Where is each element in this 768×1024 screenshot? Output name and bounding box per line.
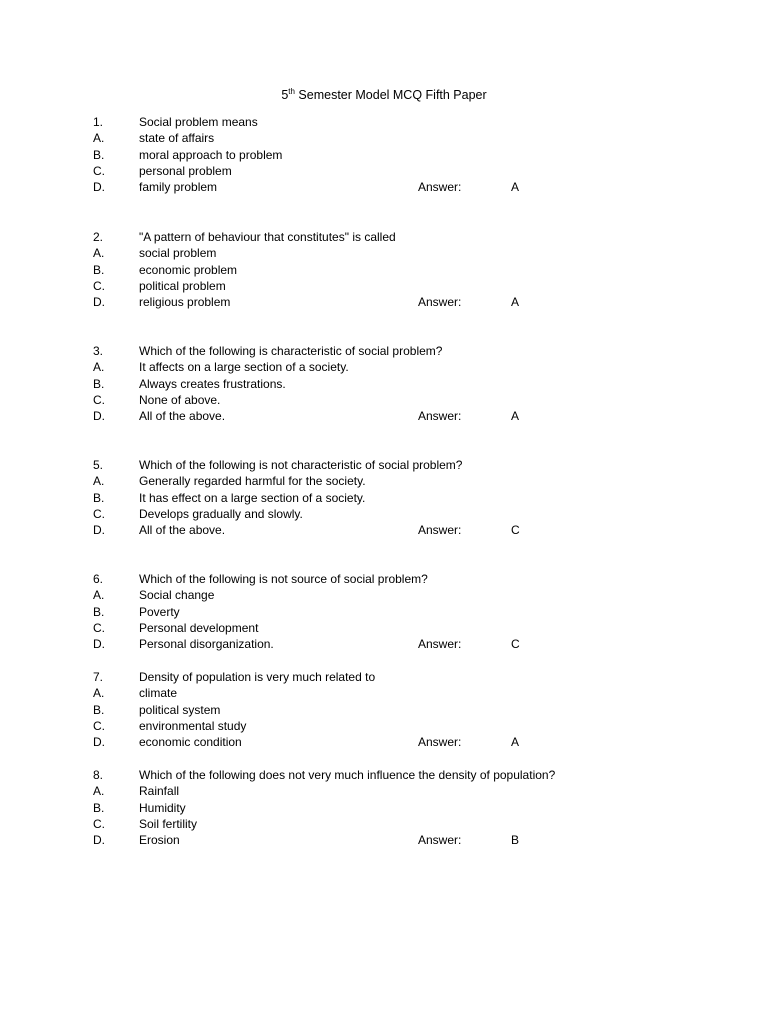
option-line [0, 262, 768, 278]
option-text: All of the above. [139, 409, 226, 424]
option-text: state of affairs [139, 131, 215, 146]
option-text: Develops gradually and slowly. [139, 506, 303, 521]
option-letter: D. [93, 637, 105, 652]
question-number: 3. [93, 344, 104, 358]
question-number: 2. [93, 230, 104, 244]
answer-value: C [511, 637, 520, 652]
option-text: Personal development [139, 620, 259, 635]
option-line [0, 490, 768, 506]
option-letter: B. [93, 490, 105, 505]
option-line [0, 130, 768, 146]
option-text: climate [139, 686, 178, 701]
answer-value: C [511, 523, 520, 538]
question-number: 6. [93, 572, 104, 586]
option-text: economic condition [139, 735, 242, 750]
option-letter: D. [93, 735, 105, 750]
question-block [0, 669, 768, 750]
option-text: Social change [139, 588, 215, 603]
option-letter: A. [93, 686, 105, 701]
option-line [0, 734, 768, 750]
question-block [0, 767, 768, 848]
title-rest: Semester Model MCQ Fifth Paper [294, 88, 487, 102]
option-letter: B. [93, 147, 105, 162]
question-block [0, 571, 768, 652]
option-text: family problem [139, 180, 218, 195]
option-letter: A. [93, 131, 105, 146]
option-text: Soil fertility [139, 816, 198, 831]
option-text: political problem [139, 278, 226, 293]
option-line [0, 620, 768, 636]
option-letter: B. [93, 702, 105, 717]
option-letter: C. [93, 278, 105, 293]
answer-value: B [511, 833, 520, 848]
option-letter: B. [93, 376, 105, 391]
option-letter: A. [93, 246, 105, 261]
option-line [0, 473, 768, 489]
option-letter: D. [93, 295, 105, 310]
question-line [0, 114, 768, 130]
question-line [0, 571, 768, 587]
option-letter: B. [93, 800, 105, 815]
option-line [0, 800, 768, 816]
option-letter: D. [93, 523, 105, 538]
option-line [0, 163, 768, 179]
option-line [0, 685, 768, 701]
answer-label: Answer: [418, 523, 462, 538]
option-text: personal problem [139, 163, 232, 178]
question-number: 7. [93, 670, 104, 684]
answer-value: A [511, 735, 520, 750]
title-superscript: th [288, 86, 295, 96]
question-text: Which of the following is not characteristic of social problem? [139, 458, 463, 472]
answer-label: Answer: [418, 409, 462, 424]
option-text: Always creates frustrations. [139, 376, 286, 391]
option-line [0, 179, 768, 195]
option-line [0, 718, 768, 734]
option-letter: A. [93, 588, 105, 603]
option-text: It has effect on a large section of a society. [139, 490, 366, 505]
option-text: Poverty [139, 604, 180, 619]
option-letter: C. [93, 718, 105, 733]
question-text: Density of population is very much related to [139, 670, 376, 684]
question-number: 5. [93, 458, 104, 472]
option-text: moral approach to problem [139, 147, 283, 162]
option-line [0, 359, 768, 375]
option-text: economic problem [139, 262, 238, 277]
question-line [0, 457, 768, 473]
option-text: political system [139, 702, 221, 717]
question-line [0, 669, 768, 685]
question-text: "A pattern of behaviour that constitutes" is called [139, 230, 396, 244]
option-line [0, 147, 768, 163]
question-block [0, 229, 768, 310]
question-text: Which of the following is not source of social problem? [139, 572, 428, 586]
option-line [0, 392, 768, 408]
question-block [0, 343, 768, 424]
option-letter: B. [93, 604, 105, 619]
option-letter: D. [93, 180, 105, 195]
option-line [0, 816, 768, 832]
answer-label: Answer: [418, 295, 462, 310]
option-letter: A. [93, 360, 105, 375]
option-text: Personal disorganization. [139, 637, 274, 652]
option-line [0, 245, 768, 261]
question-block [0, 114, 768, 195]
option-letter: A. [93, 474, 105, 489]
option-letter: D. [93, 409, 105, 424]
option-letter: C. [93, 620, 105, 635]
answer-label: Answer: [418, 637, 462, 652]
title-prefix: 5 [281, 88, 289, 102]
question-text: Social problem means [139, 115, 258, 129]
option-line [0, 783, 768, 799]
question-line [0, 229, 768, 245]
option-line [0, 278, 768, 294]
answer-label: Answer: [418, 833, 462, 848]
option-line [0, 522, 768, 538]
option-text: It affects on a large section of a society. [139, 360, 349, 375]
answer-value: A [511, 409, 520, 424]
page-title [0, 86, 768, 104]
option-text: None of above. [139, 392, 221, 407]
option-text: environmental study [139, 718, 247, 733]
option-letter: D. [93, 833, 105, 848]
question-text: Which of the following is characteristic of social problem? [139, 344, 443, 358]
answer-label: Answer: [418, 735, 462, 750]
option-line [0, 408, 768, 424]
option-line [0, 832, 768, 848]
question-text: Which of the following does not very much influence the density of population? [139, 768, 556, 782]
question-line [0, 767, 768, 783]
answer-value: A [511, 180, 520, 195]
answer-value: A [511, 295, 520, 310]
option-text: religious problem [139, 295, 231, 310]
question-block [0, 457, 768, 538]
option-text: Erosion [139, 833, 180, 848]
option-text: Generally regarded harmful for the society. [139, 474, 366, 489]
question-line [0, 343, 768, 359]
option-letter: B. [93, 262, 105, 277]
option-line [0, 506, 768, 522]
option-text: social problem [139, 246, 217, 261]
option-letter: A. [93, 784, 105, 799]
option-text: Rainfall [139, 784, 180, 799]
option-line [0, 376, 768, 392]
question-number: 1. [93, 115, 104, 129]
answer-label: Answer: [418, 180, 462, 195]
option-line [0, 702, 768, 718]
option-line [0, 604, 768, 620]
option-text: Humidity [139, 800, 186, 815]
option-line [0, 294, 768, 310]
option-letter: C. [93, 506, 105, 521]
option-letter: C. [93, 816, 105, 831]
option-letter: C. [93, 392, 105, 407]
option-line [0, 587, 768, 603]
option-text: All of the above. [139, 523, 226, 538]
option-line [0, 636, 768, 652]
option-letter: C. [93, 163, 105, 178]
question-number: 8. [93, 768, 104, 782]
